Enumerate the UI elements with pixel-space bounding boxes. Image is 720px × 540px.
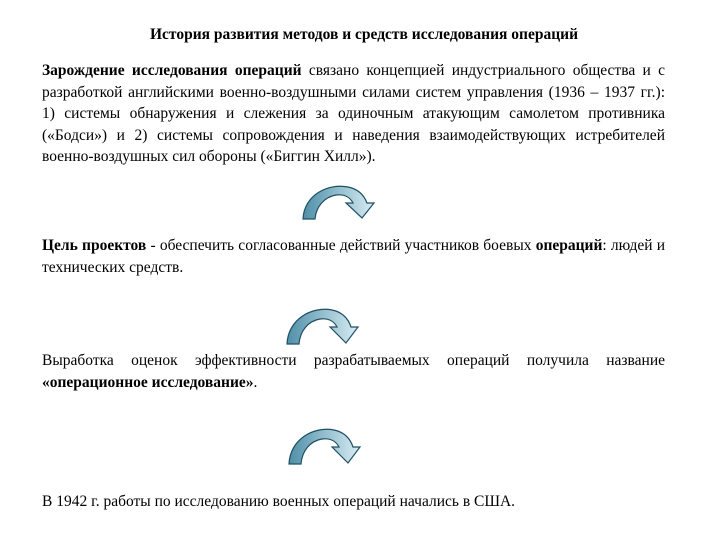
paragraph-estimates <box>42 350 665 393</box>
origin-text: связано концепцией индустриального общества и с разработкой английскими военно-воздушными силами систем управления (1936 – 1937 гг.): 1) системы обнаружения и слежения за одиночным атакующим самолетом противника («Бодси») и 2) системы сопровождения и наведения взаимодействующих истребителей военно-воздушных сил обороны («Биггин Хилл»). <box>42 62 665 166</box>
goal-text: - обеспечить согласованные действий участников боевых <box>146 237 536 254</box>
estimates-tail: . <box>253 373 258 391</box>
estimates-bold: «операционное исследование» <box>42 373 254 391</box>
origin-bold: Зарождение исследования операций <box>42 62 302 79</box>
usa-1942-text: В 1942 г. работы по исследованию военных операций начались в США. <box>42 493 516 510</box>
estimates-text: Выработка оценок эффективности разрабатываемых операций получила название <box>42 352 665 369</box>
paragraph-goal <box>42 235 665 278</box>
goal-bold: Цель проектов <box>42 237 147 254</box>
curved-arrow-icon <box>300 181 382 221</box>
curved-arrow-icon <box>284 304 366 346</box>
slide-title: История развития методов и средств исследования операций <box>150 26 579 43</box>
goal-text-end: : людей и технических средств. <box>42 237 665 276</box>
paragraph-origin <box>42 60 665 168</box>
goal-operations-bold: операций <box>535 237 603 254</box>
paragraph-1942 <box>42 491 665 513</box>
curved-arrow-icon <box>286 424 368 466</box>
